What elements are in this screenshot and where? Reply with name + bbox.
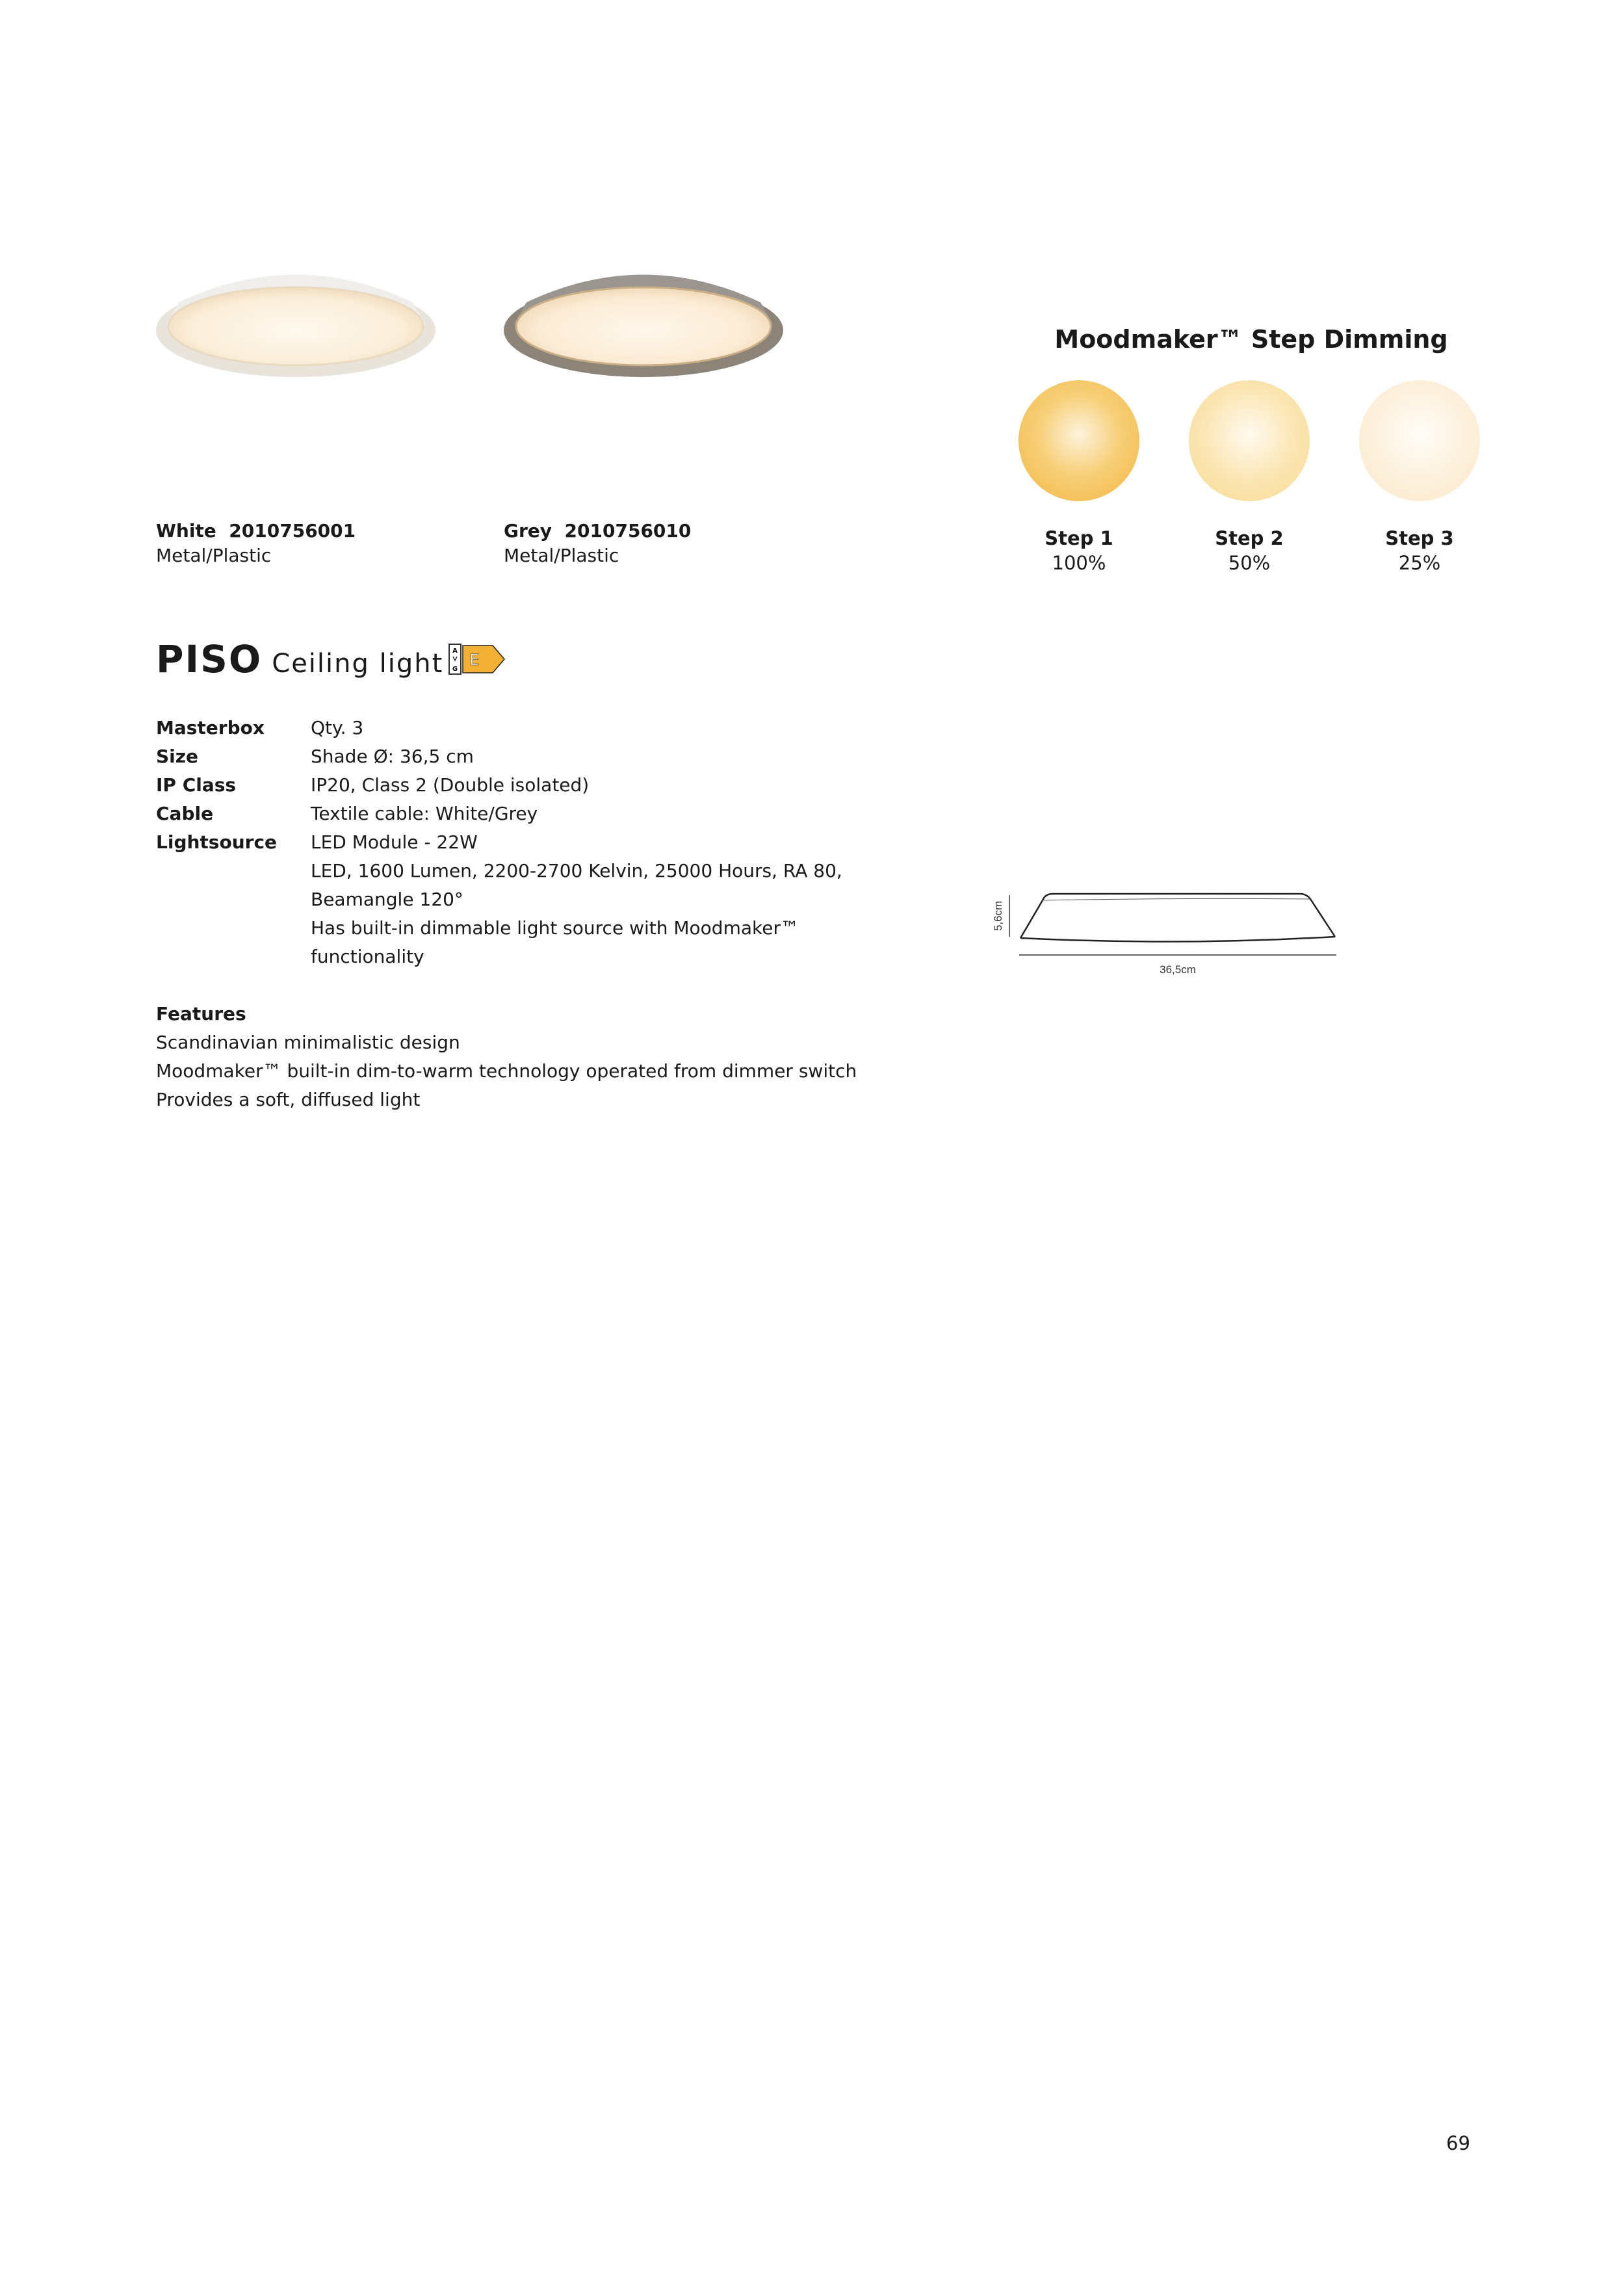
energy-scale-top: A <box>452 647 458 655</box>
spec-value: LED, 1600 Lumen, 2200-2700 Kelvin, 25000 Hours, RA 80, <box>311 860 842 881</box>
specs-table <box>156 714 936 974</box>
spec-value: Qty. 3 <box>311 717 364 738</box>
variant-color: White <box>156 520 216 541</box>
feature-item: Scandinavian minimalistic design <box>156 1032 460 1053</box>
spec-label: Lightsource <box>156 831 278 853</box>
variant-code: 2010756010 <box>564 520 692 541</box>
variant-grey <box>504 519 691 568</box>
step-percent: 100% <box>1052 552 1106 574</box>
spec-value: Shade Ø: 36,5 cm <box>311 746 474 767</box>
features-heading: Features <box>156 1003 246 1024</box>
product-title <box>156 637 443 681</box>
step-label: Step 1 <box>1045 527 1113 549</box>
step-label: Step 2 <box>1215 527 1284 549</box>
spec-label: Cable <box>156 803 214 824</box>
width-dimension-label: 36,5cm <box>1160 963 1196 976</box>
spec-value: Beamangle 120° <box>311 889 463 910</box>
dimming-step-3 <box>1342 380 1498 575</box>
variant-color: Grey <box>504 520 552 541</box>
dim-circle <box>1359 380 1480 501</box>
spec-value: Textile cable: White/Grey <box>311 803 538 824</box>
features-section <box>156 1000 857 1114</box>
dimming-step-1 <box>1001 380 1157 575</box>
step-percent: 25% <box>1398 552 1441 574</box>
spec-label: Masterbox <box>156 717 265 738</box>
dim-circle <box>1189 380 1310 501</box>
product-type: Ceiling light <box>272 649 444 679</box>
step-percent: 50% <box>1228 552 1271 574</box>
feature-item: Provides a soft, diffused light <box>156 1089 421 1110</box>
variant-material: Metal/Plastic <box>504 545 619 566</box>
dim-circle <box>1019 380 1139 501</box>
spec-value: IP20, Class 2 (Double isolated) <box>311 774 590 796</box>
spec-value: Has built-in dimmable light source with Moodmaker™ <box>311 917 799 939</box>
energy-grade: E <box>469 651 480 669</box>
white-lamp-image <box>149 254 442 390</box>
variant-material: Metal/Plastic <box>156 545 272 566</box>
variant-code: 2010756001 <box>229 520 356 541</box>
spec-value: LED Module - 22W <box>311 831 478 853</box>
grey-lamp-image <box>497 254 790 390</box>
feature-item: Moodmaker™ built-in dim-to-warm technology operated from dimmer switch <box>156 1060 857 1082</box>
spec-label: IP Class <box>156 774 237 796</box>
page-number: 69 <box>1446 2132 1470 2154</box>
height-dimension-label: 5,6cm <box>992 900 1004 932</box>
variant-white <box>156 519 356 568</box>
energy-scale-bottom: G <box>452 666 458 673</box>
dimming-title: Moodmaker™ Step Dimming <box>1054 325 1448 354</box>
product-name: PISO <box>156 637 263 681</box>
dimension-drawing <box>981 881 1345 985</box>
spec-label: Size <box>156 746 199 767</box>
energy-label-icon <box>448 644 507 676</box>
spec-value: functionality <box>311 946 424 967</box>
dimming-step-2 <box>1171 380 1327 575</box>
step-label: Step 3 <box>1385 527 1454 549</box>
